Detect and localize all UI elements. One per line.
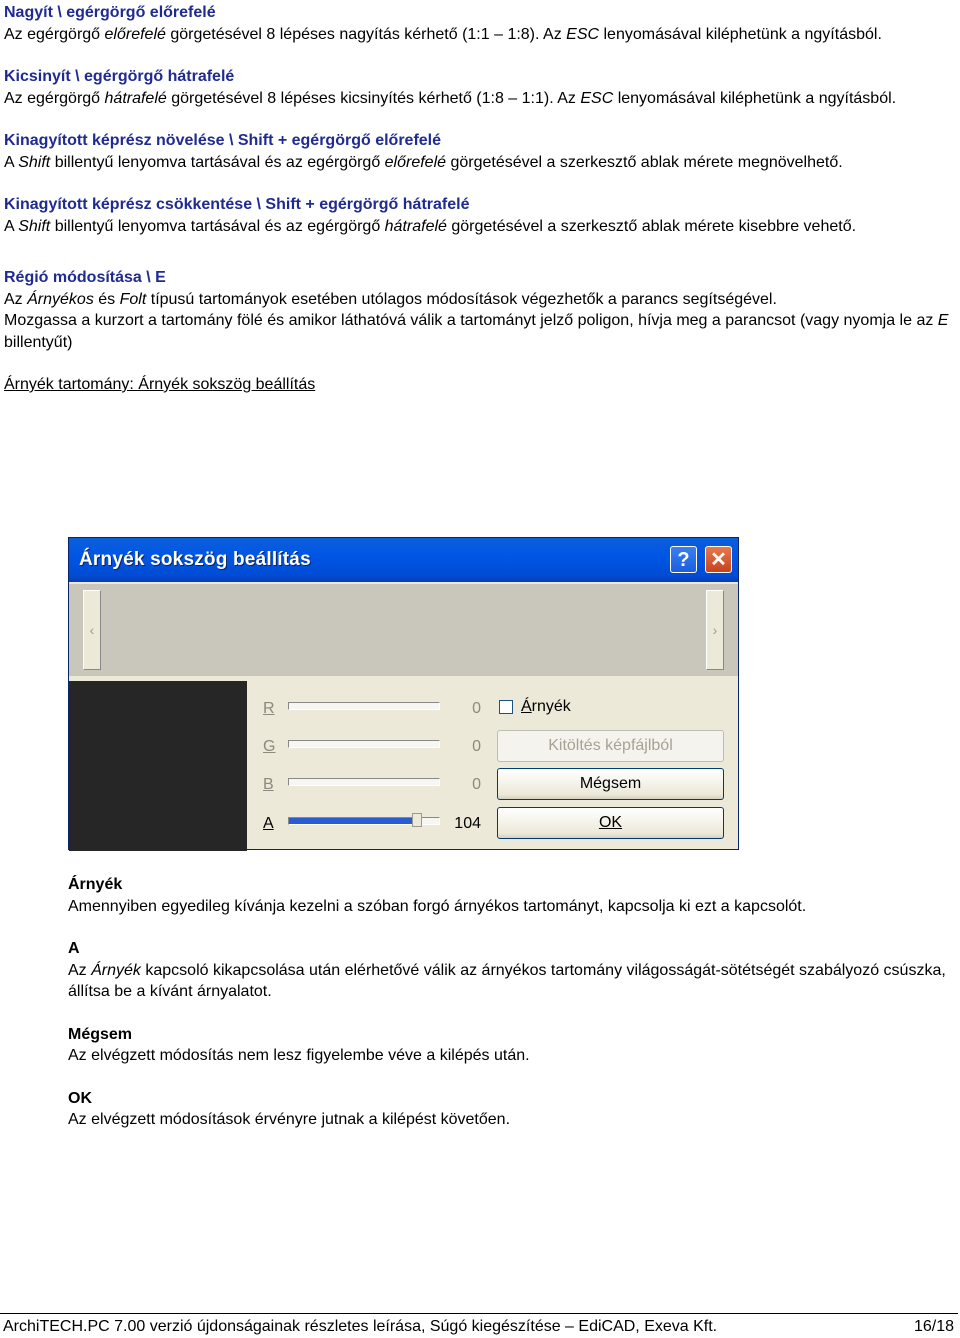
text-run: Az egérgörgő (4, 25, 105, 43)
section-region-modify (4, 267, 954, 353)
text-run: Az egérgörgő (4, 89, 105, 107)
channel-value: 0 (472, 700, 481, 717)
close-button[interactable]: ✕ (705, 546, 732, 573)
channel-slider[interactable] (288, 740, 440, 748)
text-emphasis: előrefelé (384, 153, 447, 171)
section-heading: Kinagyított képrész csökkentése \ Shift + egérgörgő hátrafelé (4, 196, 470, 213)
text-emphasis: Árnyékos (27, 290, 94, 308)
help-button[interactable]: ? (670, 546, 697, 573)
description-term: Árnyék (68, 876, 123, 893)
ok-button[interactable]: OK (497, 807, 724, 839)
text-run: görgetésével a szerkesztő ablak mérete megnövelhető. (446, 153, 843, 171)
text-emphasis: ESC (580, 89, 614, 107)
text-emphasis: Shift (18, 217, 51, 235)
text-emphasis: E (937, 312, 949, 329)
channel-value: 0 (472, 776, 481, 793)
channel-slider[interactable] (288, 778, 440, 786)
description-term: Mégsem (68, 1025, 133, 1043)
slider-fill (289, 818, 412, 824)
description-item (68, 1024, 948, 1067)
text-run: billentyű lenyomva tartásával és az egérgörgő (50, 153, 385, 171)
description-item (68, 938, 948, 1003)
description-text (68, 960, 948, 1003)
fill-from-image-button[interactable]: Kitöltés képfájlból (497, 730, 724, 762)
section-heading: Régió módosítása \ E (4, 269, 166, 286)
text-run: A (4, 217, 19, 235)
channel-slider[interactable] (288, 702, 440, 710)
dialog-title: Árnyék sokszög beállítás (79, 549, 311, 570)
section-heading: Nagyít \ egérgörgő előrefelé (4, 4, 216, 21)
channel-label: A (263, 815, 274, 832)
channel-label: R (263, 700, 275, 717)
label-text: rnyék (531, 698, 571, 715)
dialog-titlebar[interactable] (69, 538, 738, 582)
text-run: kapcsoló kikapcsolása után elérhetővé válik az árnyékos tartomány világosságát-sötétségét szabályozó csúszka, állítsa be a kívánt árnyalatot. (68, 961, 946, 1000)
text-run: görgetésével a szerkesztő ablak mérete kisebbre vehető. (446, 217, 857, 235)
pattern-preview-strip (69, 584, 738, 676)
scroll-right-button[interactable]: › (706, 590, 724, 670)
text-run: görgetésével 8 lépéses nagyítás kérhető (1:1 – 1:8). Az (165, 25, 567, 43)
color-preview-swatch (69, 681, 247, 851)
option-descriptions (68, 874, 948, 1131)
description-item (68, 1088, 948, 1131)
text-run: típusú tartományok esetében utólagos módosítások végezhetők a parancs segítségével. (146, 290, 777, 308)
description-item (68, 874, 948, 917)
description-text: Az elvégzett módosítás nem lesz figyelembe véve a kilépés után. (68, 1047, 530, 1064)
text-run: görgetésével 8 lépéses kicsinyítés kérhető (1:8 – 1:1). Az (166, 89, 581, 107)
text-run: és (93, 290, 120, 308)
text-run: lenyomásával kiléphetünk a ngyításból. (599, 25, 882, 43)
shadow-checkbox-label[interactable] (521, 696, 571, 718)
section-heading: Kicsinyít \ egérgörgő hátrafelé (4, 68, 235, 85)
section-text (4, 289, 954, 311)
section-text (4, 24, 954, 46)
section-heading: Kinagyított képrész növelése \ Shift + egérgörgő előrefelé (4, 132, 442, 149)
section-zoom-in (4, 2, 954, 45)
text-emphasis: előrefelé (104, 25, 166, 43)
text-run: Az (4, 290, 28, 308)
alpha-slider[interactable] (288, 817, 440, 825)
section-enlarge-window (4, 130, 954, 173)
section-zoom-out (4, 66, 954, 109)
footer-title: ArchiTECH.PC 7.00 verzió újdonságainak részletes leírása, Súgó kiegészítése – EdiCAD, Exeva Kft. (3, 1318, 718, 1335)
description-text: Az elvégzett módosítások érvényre jutnak a kilépést követően. (68, 1111, 511, 1128)
text-emphasis: hátrafelé (384, 217, 447, 235)
section-text (4, 310, 954, 353)
page-footer (0, 1313, 958, 1338)
scroll-left-button[interactable]: ‹ (83, 590, 101, 670)
page-number: 16/18 (913, 1318, 954, 1335)
text-run: A (4, 153, 19, 171)
text-run: lenyomásával kiléphetünk a ngyításból. (613, 89, 897, 107)
text-emphasis: Shift (18, 153, 51, 171)
text-emphasis: Árnyék (91, 961, 141, 979)
channel-value: 0 (472, 738, 481, 755)
slider-thumb[interactable] (412, 813, 422, 827)
subsection-title: Árnyék tartomány: Árnyék sokszög beállítás (4, 376, 316, 393)
text-run: billentyűt) (4, 333, 73, 351)
channel-label: B (263, 776, 274, 793)
channel-value: 104 (454, 815, 481, 832)
section-shrink-window (4, 194, 954, 237)
channel-label: G (263, 738, 276, 755)
text-run: billentyű lenyomva tartásával és az egérgörgő (50, 217, 385, 235)
shadow-polygon-dialog (68, 537, 739, 850)
label-accesskey: Á (521, 698, 532, 715)
section-text (4, 88, 954, 110)
section-text (4, 152, 954, 174)
text-run: Mozgassa a kurzort a tartomány fölé és amikor láthatóvá válik a tartományt jelző poligon, hívja meg a parancsot (vagy nyomja le az (4, 312, 938, 329)
shadow-checkbox[interactable] (499, 700, 513, 714)
description-term: OK (68, 1089, 92, 1107)
document-body (4, 2, 954, 396)
text-run: Az (68, 961, 92, 979)
text-emphasis: Folt (119, 290, 147, 308)
description-term: A (68, 940, 80, 957)
description-text: Amennyiben egyedileg kívánja kezelni a szóban forgó árnyékos tartományt, kapcsolja ki ezt a kapcsolót. (68, 897, 807, 915)
section-text (4, 216, 954, 238)
text-emphasis: ESC (566, 25, 600, 43)
text-emphasis: hátrafelé (104, 89, 167, 107)
cancel-button[interactable]: Mégsem (497, 768, 724, 800)
